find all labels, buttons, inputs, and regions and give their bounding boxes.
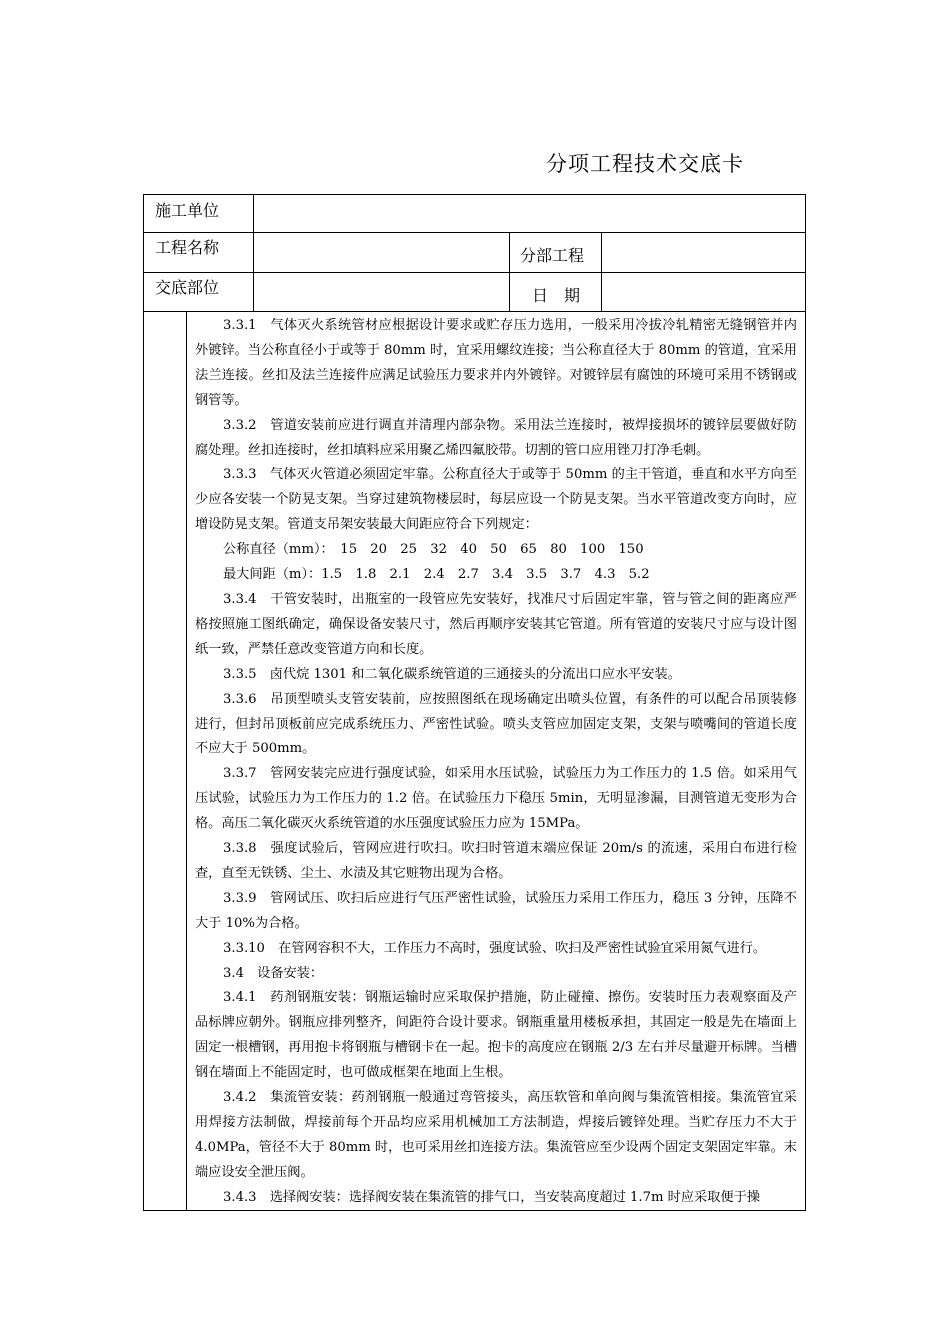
spec-diameter-row: 公称直径（mm）： 15 20 25 32 40 50 65 80 100 150 (223, 542, 644, 558)
spec-spacing-row: 最大间距（m）：1.5 1.8 2.1 2.4 2.7 3.4 3.5 3.7 4.3 5.2 (223, 567, 650, 583)
paragraph-3-4-1: 3.4.1 药剂钢瓶安装：钢瓶运输时应采取保护措施，防止碰撞、擦伤。安装时压力表观察面及产品标牌应朝外。钢瓶应排列整齐，间距符合设计要求。钢瓶重量用楼板承担，其固定一般是先在墙面上固定一根槽钢，再用抱卡将钢瓶与槽钢卡在一起。抱卡的高度应在钢瓶 2/3 左右并尽量避开标牌。当槽钢在墙面上不能固定时，也可做成框架在地面上生根。 (195, 990, 797, 1081)
paragraph-3-3-6: 3.3.6 吊顶型喷头支管安装前，应按照图纸在现场确定出喷头位置，有条件的可以配合吊顶装修进行，但封吊顶板前应完成系统压力、严密性试验。喷头支管应加固定支架，支架与喷嘴间的管道长度不应大于 500mm。 (195, 691, 797, 757)
subproject-label: 分部工程 (520, 246, 585, 265)
section-3-4-heading: 3.4 设备安装： (223, 965, 324, 981)
paragraph-3-3-2: 3.3.2 管道安装前应进行调直并清理内部杂物。采用法兰连接时，被焊接损坏的镀锌层要做好防腐处理。丝扣连接时，丝扣填料应采用聚乙烯四氟胶带。切割的管口应用锉刀打净毛刺。 (195, 417, 797, 458)
subproject-value-cell[interactable] (602, 233, 805, 272)
paragraph-3-3-7: 3.3.7 管网安装完应进行强度试验，如采用水压试验，试验压力为工作压力的 1.5 倍。如采用气压试验，试验压力为工作压力的 1.2 倍。在试验压力下稳压 5min，无明显渗漏，目测管道无变形为合格。高压二氧化碳灭火系统管道的水压强度试验压力应为 15MPa。 (195, 766, 797, 832)
header-table (143, 194, 806, 312)
unit-value-cell[interactable] (254, 195, 805, 232)
project-label: 工程名称 (155, 238, 220, 257)
disclosure-content (195, 314, 797, 1211)
date-value-cell[interactable] (602, 273, 805, 311)
unit-label: 施工单位 (155, 201, 220, 220)
paragraph-3-3-1: 3.3.1 气体灭火系统管材应根据设计要求或贮存压力选用，一般采用冷拔冷轧精密无缝钢管并内外镀锌。当公称直径小于或等于 80mm 时，宜采用螺纹连接；当公称直径大于 80mm 的管道，宜采用法兰连接。丝扣及法兰连接件应满足试验压力要求并内外镀锌。对镀锌层有腐蚀的环境可采用不锈钢或钢管等。 (195, 318, 797, 408)
project-value-cell[interactable] (254, 233, 509, 272)
paragraph-3-3-3: 3.3.3 气体灭火管道必须固定牢靠。公称直径大于或等于 50mm 的主干管道，垂直和水平方向至少应各安装一个防晃支架。当穿过建筑物楼层时，每层应设一个防晃支架。当水平管道改变方向时，应增设防晃支架。管道支吊架安装最大间距应符合下列规定： (195, 467, 797, 533)
paragraph-3-3-5: 3.3.5 卤代烷 1301 和二氧化碳系统管道的三通接头的分流出口应水平安装。 (223, 666, 681, 682)
paragraph-3-3-9: 3.3.9 管网试压、吹扫后应进行气压严密性试验，试验压力采用工作压力，稳压 3 分钟，压降不大于 10%为合格。 (195, 890, 797, 931)
paragraph-3-3-4: 3.3.4 干管安装时，出瓶室的一段管应先安装好，找准尺寸后固定牢靠，管与管之间的距离应严格按照施工图纸确定，确保设备安装尺寸，然后再顺序安装其它管道。所有管道的安装尺寸应与设计图纸一致，严禁任意改变管道方向和长度。 (195, 591, 797, 657)
page-title: 分项工程技术交底卡 (546, 152, 744, 176)
location-value-cell[interactable] (254, 273, 509, 311)
column-divider (186, 312, 187, 1210)
paragraph-3-3-8: 3.3.8 强度试验后，管网应进行吹扫。吹扫时管道末端应保证 20m/s 的流速，采用白布进行检查，直至无铁锈、尘土、水渍及其它赃物出现为合格。 (195, 841, 797, 881)
paragraph-3-4-2: 3.4.2 集流管安装：药剂钢瓶一般通过弯管接头，高压软管和单向阀与集流管相接。集流管宜采用焊接方法制做，焊接前每个开品均应采用机械加工方法制造，焊接后镀锌处理。当贮存压力不大于 4.0MPa，管径不大于 80mm 时，也可采用丝扣连接方法。集流管应至少设两个固定支架固定牢靠。末端应设安全泄压阀。 (195, 1090, 797, 1180)
column-divider (509, 232, 510, 311)
paragraph-3-4-3: 3.4.3 选择阀安装：选择阀安装在集流管的排气口，当安装高度超过 1.7m 时应采取便于操 (223, 1189, 760, 1205)
location-label: 交底部位 (155, 278, 220, 297)
date-label: 日 期 (532, 286, 581, 305)
paragraph-3-3-10: 3.3.10 在管网容积不大，工作压力不高时，强度试验、吹扫及严密性试验宜采用氮气进行。 (223, 940, 767, 956)
